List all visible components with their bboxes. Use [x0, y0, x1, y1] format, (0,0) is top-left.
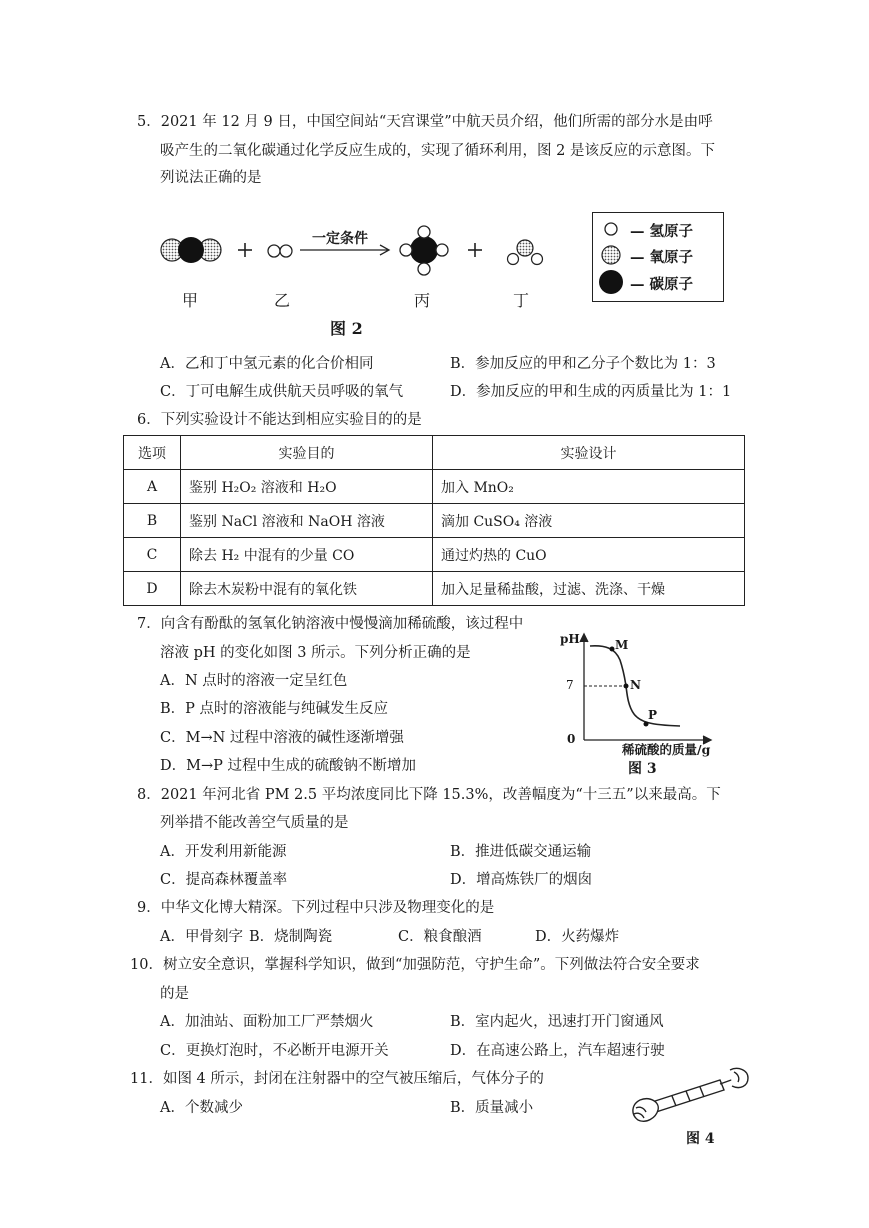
table-row: [124, 572, 745, 606]
cell-design: 通过灼热的 CuO: [433, 538, 745, 572]
q9-option-a: A．甲骨刻字: [160, 929, 243, 945]
oxygen-atom-icon: [602, 246, 620, 264]
q10-stem-line-1: 10．树立安全意识，掌握科学知识，做到“加强防范，守护生命”。下列做法符合安全要求: [130, 957, 700, 973]
cell-option: A: [124, 470, 181, 504]
experiment-table: [123, 435, 745, 606]
table-row: [124, 538, 745, 572]
label-p: P: [648, 708, 658, 722]
header-option: 选项: [124, 436, 181, 470]
label-bing: 丙: [414, 291, 431, 310]
q8-option-c: C．提高森林覆盖率: [160, 872, 288, 888]
q9-stem: 9．中华文化博大精深。下列过程中只涉及物理变化的是: [137, 900, 495, 916]
q11-stem: 11．如图 4 所示，封闭在注射器中的空气被压缩后，气体分子的: [130, 1071, 544, 1087]
hydrogen-atom-icon: [605, 223, 617, 235]
figure-4-caption: 图 4: [686, 1131, 715, 1147]
q5-option-a: A．乙和丁中氢元素的化合价相同: [160, 356, 374, 372]
q8-stem-line-2: 列举措不能改善空气质量的是: [160, 815, 349, 831]
cell-goal: 除去 H₂ 中混有的少量 CO: [181, 538, 433, 572]
cell-option: D: [124, 572, 181, 606]
q5-option-c: C．丁可电解生成供航天员呼吸的氧气: [160, 384, 404, 400]
figure-3-caption: 图 3: [628, 761, 657, 777]
q7-option-a: A．N 点时的溶液一定呈红色: [160, 673, 348, 689]
legend-hydrogen: — 氢原子: [630, 223, 694, 240]
q7-stem-line-1: 7．向含有酚酞的氢氧化钠溶液中慢慢滴加稀硫酸，该过程中: [137, 616, 524, 632]
cell-goal: 除去木炭粉中混有的氧化铁: [181, 572, 433, 606]
legend-oxygen: — 氧原子: [630, 249, 694, 266]
q5-option-d: D．参加反应的甲和生成的丙质量比为 1：1: [450, 384, 732, 400]
cell-design: 加入足量稀盐酸，过滤、洗涤、干燥: [433, 572, 745, 606]
h2-molecule-icon: [268, 245, 292, 257]
label-m: M: [615, 638, 629, 652]
q11-option-b: B．质量减小: [450, 1100, 534, 1116]
table-row: [124, 470, 745, 504]
q7-stem-line-2: 溶液 pH 的变化如图 3 所示。下列分析正确的是: [160, 645, 471, 661]
header-design: 实验设计: [433, 436, 745, 470]
cell-design: 滴加 CuSO₄ 溶液: [433, 504, 745, 538]
table-header-row: [124, 436, 745, 470]
q7-option-d: D．M→P 过程中生成的硫酸钠不断增加: [160, 758, 416, 774]
cell-goal: 鉴别 NaCl 溶液和 NaOH 溶液: [181, 504, 433, 538]
q9-option-b: B．烧制陶瓷: [249, 929, 333, 945]
point-p: [644, 722, 649, 727]
q5-option-b: B．参加反应的甲和乙分子个数比为 1：3: [450, 356, 716, 372]
q8-option-a: A．开发利用新能源: [160, 844, 287, 860]
carbon-atom-icon: [599, 270, 623, 294]
q10-option-a: A．加油站、面粉加工厂严禁烟火: [160, 1014, 374, 1030]
q5-stem-line-1: 5．2021 年 12 月 9 日，中国空间站“天宫课堂”中航天员介绍，他们所需的部分水是由呼: [137, 114, 713, 130]
label-n: N: [630, 678, 641, 692]
cell-goal: 鉴别 H₂O₂ 溶液和 H₂O: [181, 470, 433, 504]
plus-icon: [468, 243, 482, 257]
figure-2-caption: 图 2: [330, 319, 363, 338]
legend-icons: [598, 216, 628, 300]
label-yi: 乙: [274, 291, 291, 310]
chart-xlabel: 稀硫酸的质量/g: [622, 742, 711, 757]
q5-stem-line-3: 列说法正确的是: [160, 170, 262, 186]
q8-option-d: D．增高炼铁厂的烟囱: [450, 872, 593, 888]
h2o-molecule-icon: [508, 240, 543, 265]
ch4-molecule-icon: [400, 226, 448, 275]
q6-stem: 6．下列实验设计不能达到相应实验目的的是: [137, 412, 422, 428]
table-row: [124, 504, 745, 538]
cell-design: 加入 MnO₂: [433, 470, 745, 504]
q10-stem-line-2: 的是: [160, 986, 189, 1002]
q11-option-a: A．个数减少: [160, 1100, 243, 1116]
point-m: [610, 647, 615, 652]
q7-option-c: C．M→N 过程中溶液的碱性逐渐增强: [160, 730, 404, 746]
q8-option-b: B．推进低碳交通运输: [450, 844, 592, 860]
plus-icon: [238, 243, 252, 257]
chart-origin: 0: [567, 732, 576, 746]
chart-tick-7: 7: [566, 678, 574, 692]
label-jia: 甲: [182, 291, 199, 310]
chart-ylabel: pH: [560, 632, 580, 646]
cell-option: B: [124, 504, 181, 538]
co2-molecule-icon: [161, 237, 221, 263]
syringe-illustration-icon: [622, 1062, 752, 1132]
q10-option-c: C．更换灯泡时，不必断开电源开关: [160, 1043, 389, 1059]
axes: [580, 634, 711, 744]
q5-stem-line-2: 吸产生的二氧化碳通过化学反应生成的，实现了循环利用，图 2 是该反应的示意图。下: [160, 143, 715, 159]
legend-carbon: — 碳原子: [630, 276, 694, 293]
q7-option-b: B．P 点时的溶液能与纯碱发生反应: [160, 701, 389, 717]
cell-option: C: [124, 538, 181, 572]
q8-stem-line-1: 8．2021 年河北省 PM 2.5 平均浓度同比下降 15.3%，改善幅度为“十三五”以来最高。下: [137, 787, 721, 803]
q9-option-d: D．火药爆炸: [535, 929, 620, 945]
point-n: [624, 684, 629, 689]
reaction-condition: 一定条件: [312, 231, 368, 247]
q10-option-d: D．在高速公路上，汽车超速行驶: [450, 1043, 665, 1059]
q10-option-b: B．室内起火，迅速打开门窗通风: [450, 1014, 664, 1030]
header-goal: 实验目的: [181, 436, 433, 470]
q9-option-c: C．粮食酿酒: [398, 929, 482, 945]
label-ding: 丁: [513, 291, 530, 310]
